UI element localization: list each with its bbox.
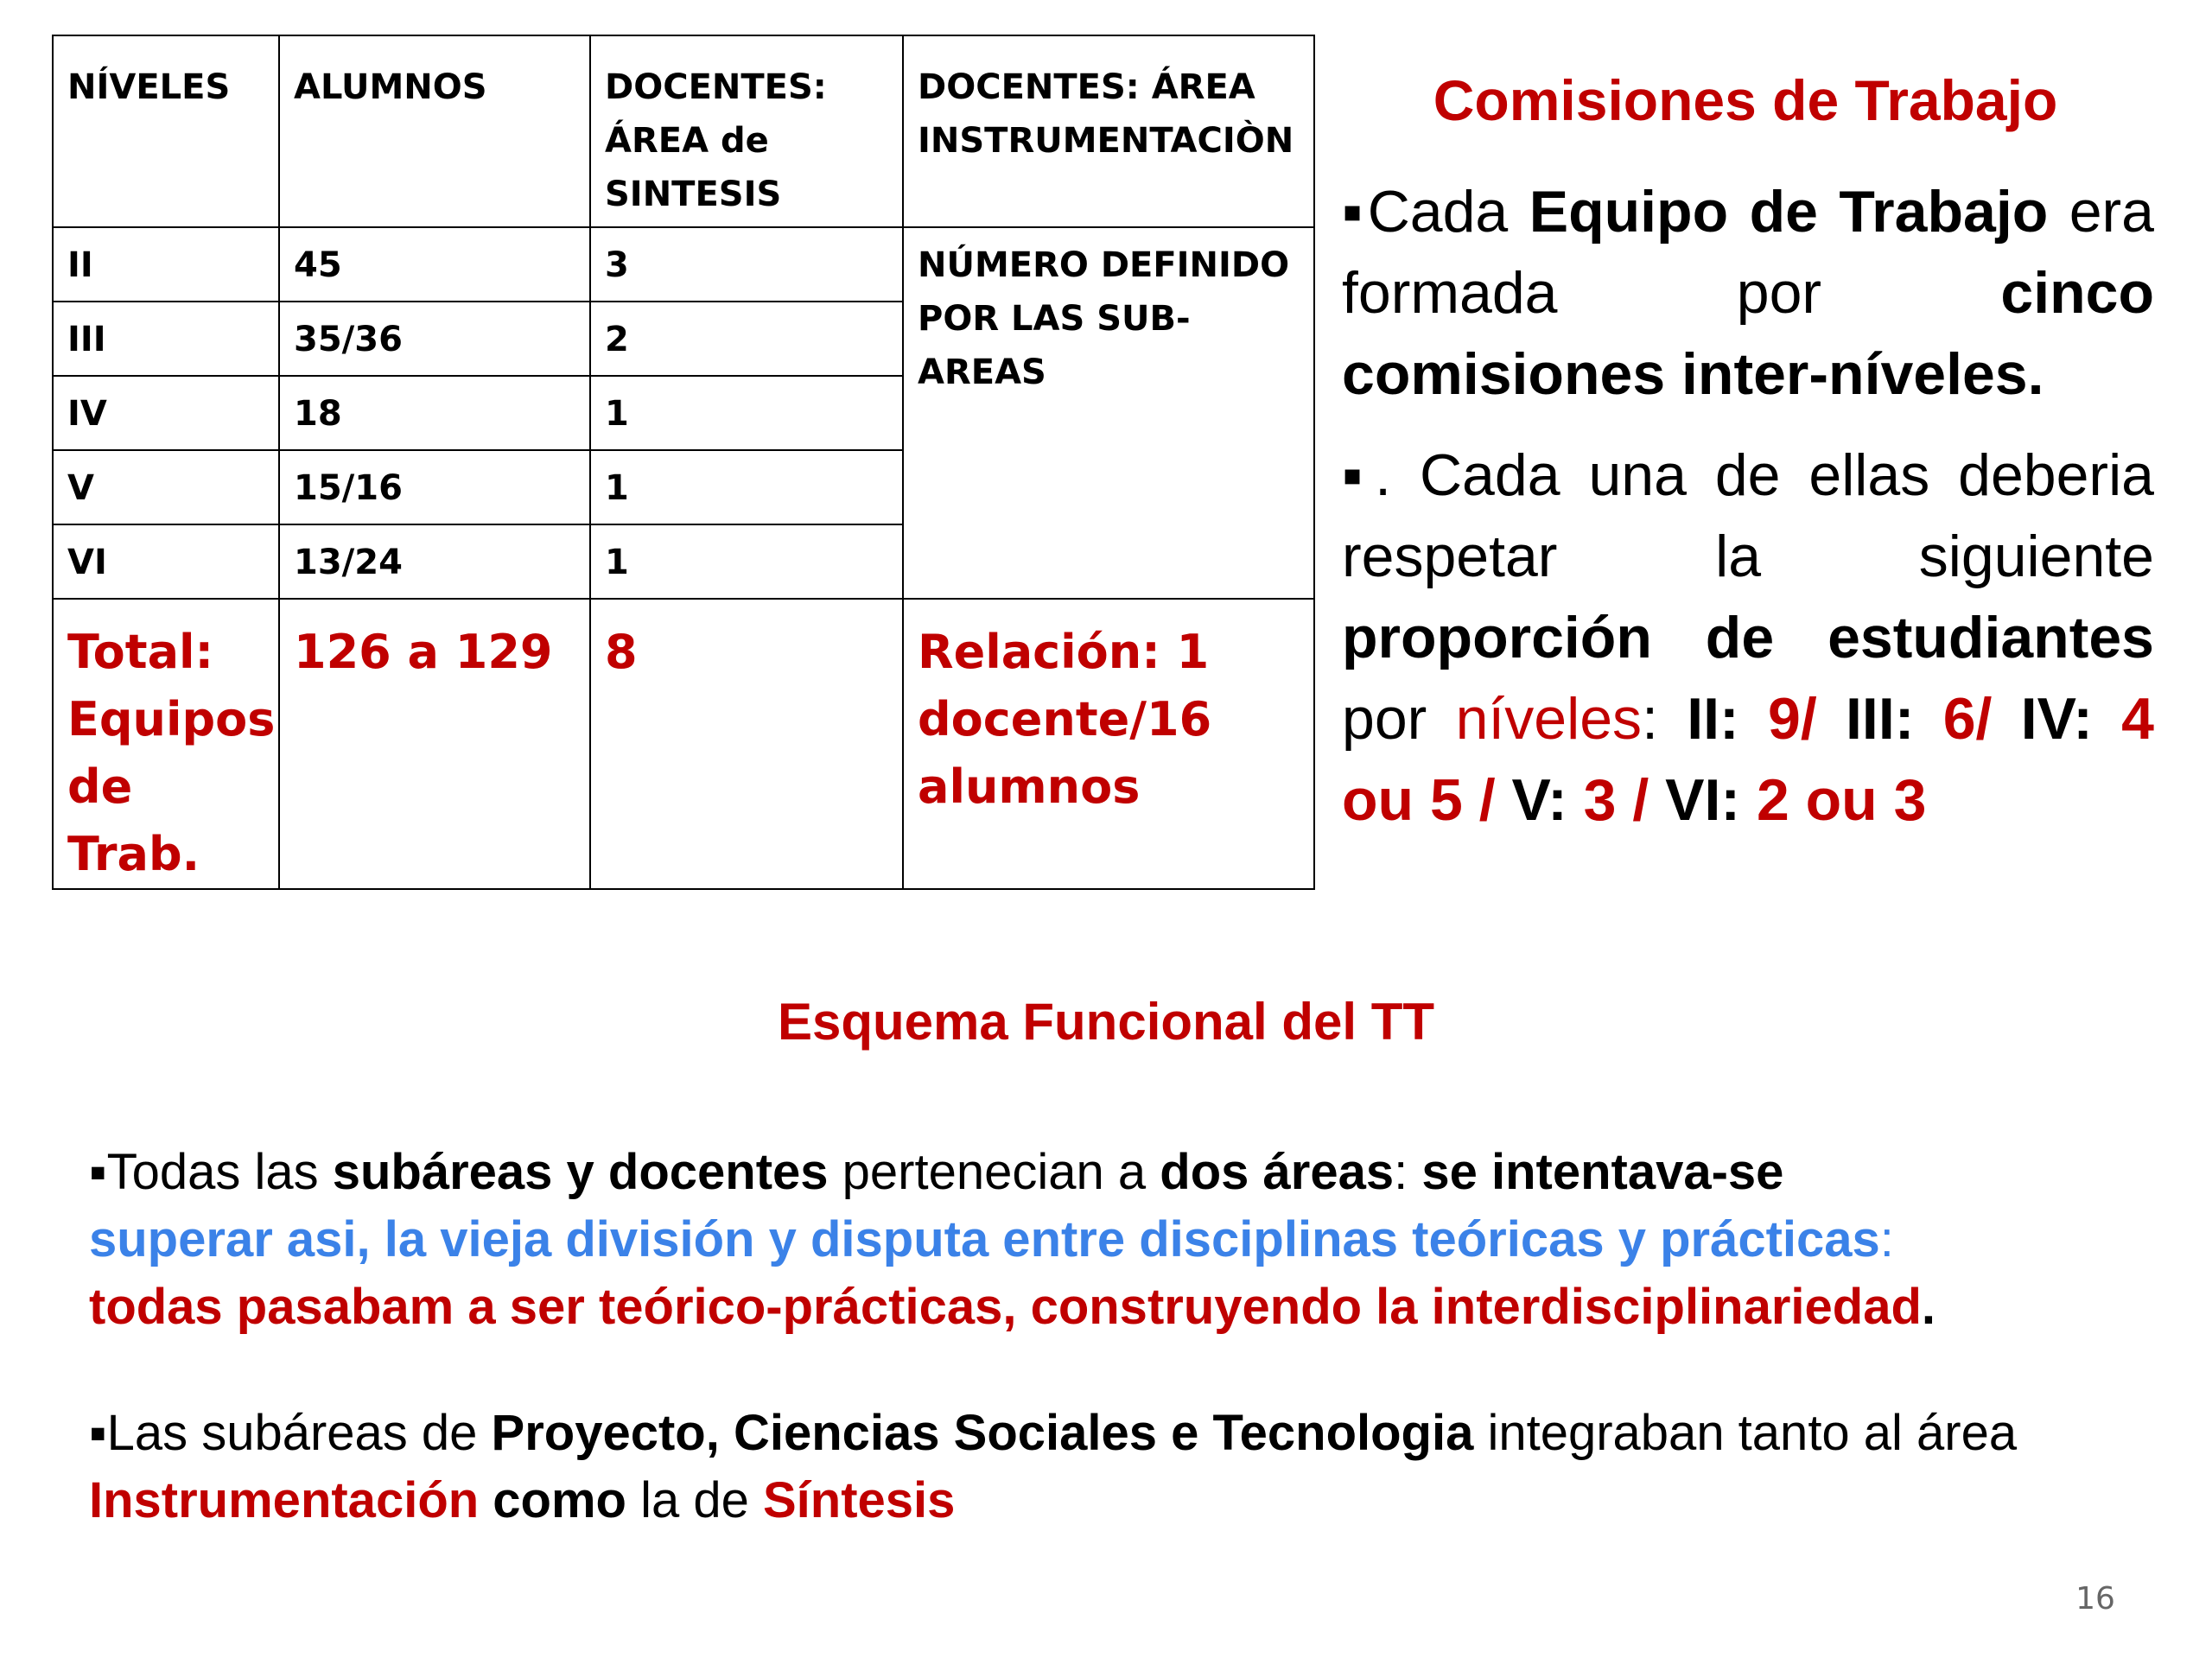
- bullet-icon: ▪: [1342, 442, 1376, 508]
- esquema-title: Esquema Funcional del TT: [777, 993, 1435, 1051]
- text-span: II:: [1687, 686, 1769, 752]
- text-span: 3: [1583, 767, 1617, 833]
- text-span: :: [1394, 1144, 1422, 1200]
- text-span: :: [1642, 686, 1688, 752]
- cell-numero-definido: NÚMERO DEFINIDO POR LAS SUB-AREAS: [903, 227, 1314, 599]
- cell-docentes: 1: [590, 450, 903, 524]
- text-span: níveles: [1455, 686, 1643, 752]
- cell-nivel: V: [53, 450, 279, 524]
- header-docentes-sintesis: DOCENTES: ÁREA de SINTESIS: [590, 35, 903, 227]
- text-span: Equipo de Trabajo: [1529, 179, 2049, 245]
- table-header-row: [53, 35, 1314, 227]
- table-row: [53, 227, 1314, 302]
- esquema-bullet-1: [89, 1139, 2180, 1341]
- cell-total-docentes: 8: [590, 599, 903, 889]
- cell-total-label: Total: Equipos de Trab.: [53, 599, 279, 889]
- header-alumnos: ALUMNOS: [279, 35, 590, 227]
- text-span: Las subáreas de: [106, 1405, 492, 1461]
- bullet-icon: ▪: [89, 1144, 107, 1200]
- text-span: Proyecto, Ciencias Sociales e Tecnologia: [491, 1405, 1474, 1461]
- text-span: . Cada una de ellas deberia respetar la siguiente: [1342, 442, 2154, 589]
- text-span: IV:: [1992, 686, 2122, 752]
- table-total-row: [53, 599, 1314, 889]
- cell-total-relacion: Relación: 1 docente/16 alumnos: [903, 599, 1314, 889]
- cell-alumnos: 15/16: [279, 450, 590, 524]
- text-span: era formada por: [1342, 179, 2154, 326]
- text-span: se intentava-se: [1421, 1144, 1784, 1200]
- cell-nivel: VI: [53, 524, 279, 599]
- cell-alumnos: 18: [279, 376, 590, 450]
- text-span: superar asi, la vieja división y disputa entre disciplinas teóricas y prácticas: [89, 1211, 1880, 1267]
- text-span: Cada: [1367, 179, 1529, 245]
- text-span: dos áreas: [1160, 1144, 1395, 1200]
- cell-nivel: IV: [53, 376, 279, 450]
- cell-docentes: 2: [590, 302, 903, 376]
- page-number: 16: [2075, 1581, 2115, 1617]
- text-span: V:: [1511, 767, 1584, 833]
- text-span: subáreas y docentes: [332, 1144, 829, 1200]
- text-span: integraban tanto al área: [1473, 1405, 2018, 1461]
- header-docentes-instrumentacion: DOCENTES: ÁREA INSTRUMENTACIÒN: [903, 35, 1314, 227]
- cell-alumnos: 35/36: [279, 302, 590, 376]
- text-span: Todas las: [106, 1144, 333, 1200]
- text-span: la de: [626, 1472, 763, 1528]
- cell-alumnos: 45: [279, 227, 590, 302]
- text-span: :: [1879, 1211, 1894, 1267]
- text-span: 4 ou 5: [1342, 686, 2154, 833]
- text-span: todas pasabam a ser teórico-prácticas, construyendo la interdisciplinariedad: [89, 1279, 1922, 1335]
- text-span: proporción de estudiantes: [1342, 605, 2154, 670]
- text-span: 9/: [1768, 686, 1817, 752]
- text-span: VI:: [1665, 767, 1757, 833]
- text-span: por: [1342, 686, 1456, 752]
- text-span: 6/: [1942, 686, 1993, 752]
- cell-total-alumnos: 126 a 129: [279, 599, 590, 889]
- cell-nivel: II: [53, 227, 279, 302]
- text-span: cinco comisiones inter-níveles.: [1342, 260, 2154, 407]
- text-span: III:: [1816, 686, 1943, 752]
- comisiones-paragraph-2: [1342, 435, 2154, 841]
- bullet-icon: ▪: [1342, 179, 1368, 245]
- cell-docentes: 1: [590, 376, 903, 450]
- bullet-icon: ▪: [89, 1405, 107, 1461]
- esquema-bullet-2: [89, 1400, 2180, 1534]
- comisiones-paragraph-1: [1342, 171, 2154, 415]
- text-span: Instrumentación: [89, 1472, 480, 1528]
- comisiones-title: Comisiones de Trabajo: [1433, 68, 2058, 132]
- cell-alumnos: 13/24: [279, 524, 590, 599]
- text-span: como: [479, 1472, 626, 1528]
- cell-docentes: 3: [590, 227, 903, 302]
- header-niveles: NÍVELES: [53, 35, 279, 227]
- text-span: pertenecian a: [828, 1144, 1160, 1200]
- text-span: .: [1921, 1279, 1936, 1335]
- text-span: Síntesis: [762, 1472, 956, 1528]
- cell-nivel: III: [53, 302, 279, 376]
- levels-table: [52, 35, 1315, 890]
- text-span: /: [1462, 767, 1512, 833]
- text-span: 2 ou 3: [1756, 767, 1927, 833]
- text-span: /: [1616, 767, 1666, 833]
- cell-docentes: 1: [590, 524, 903, 599]
